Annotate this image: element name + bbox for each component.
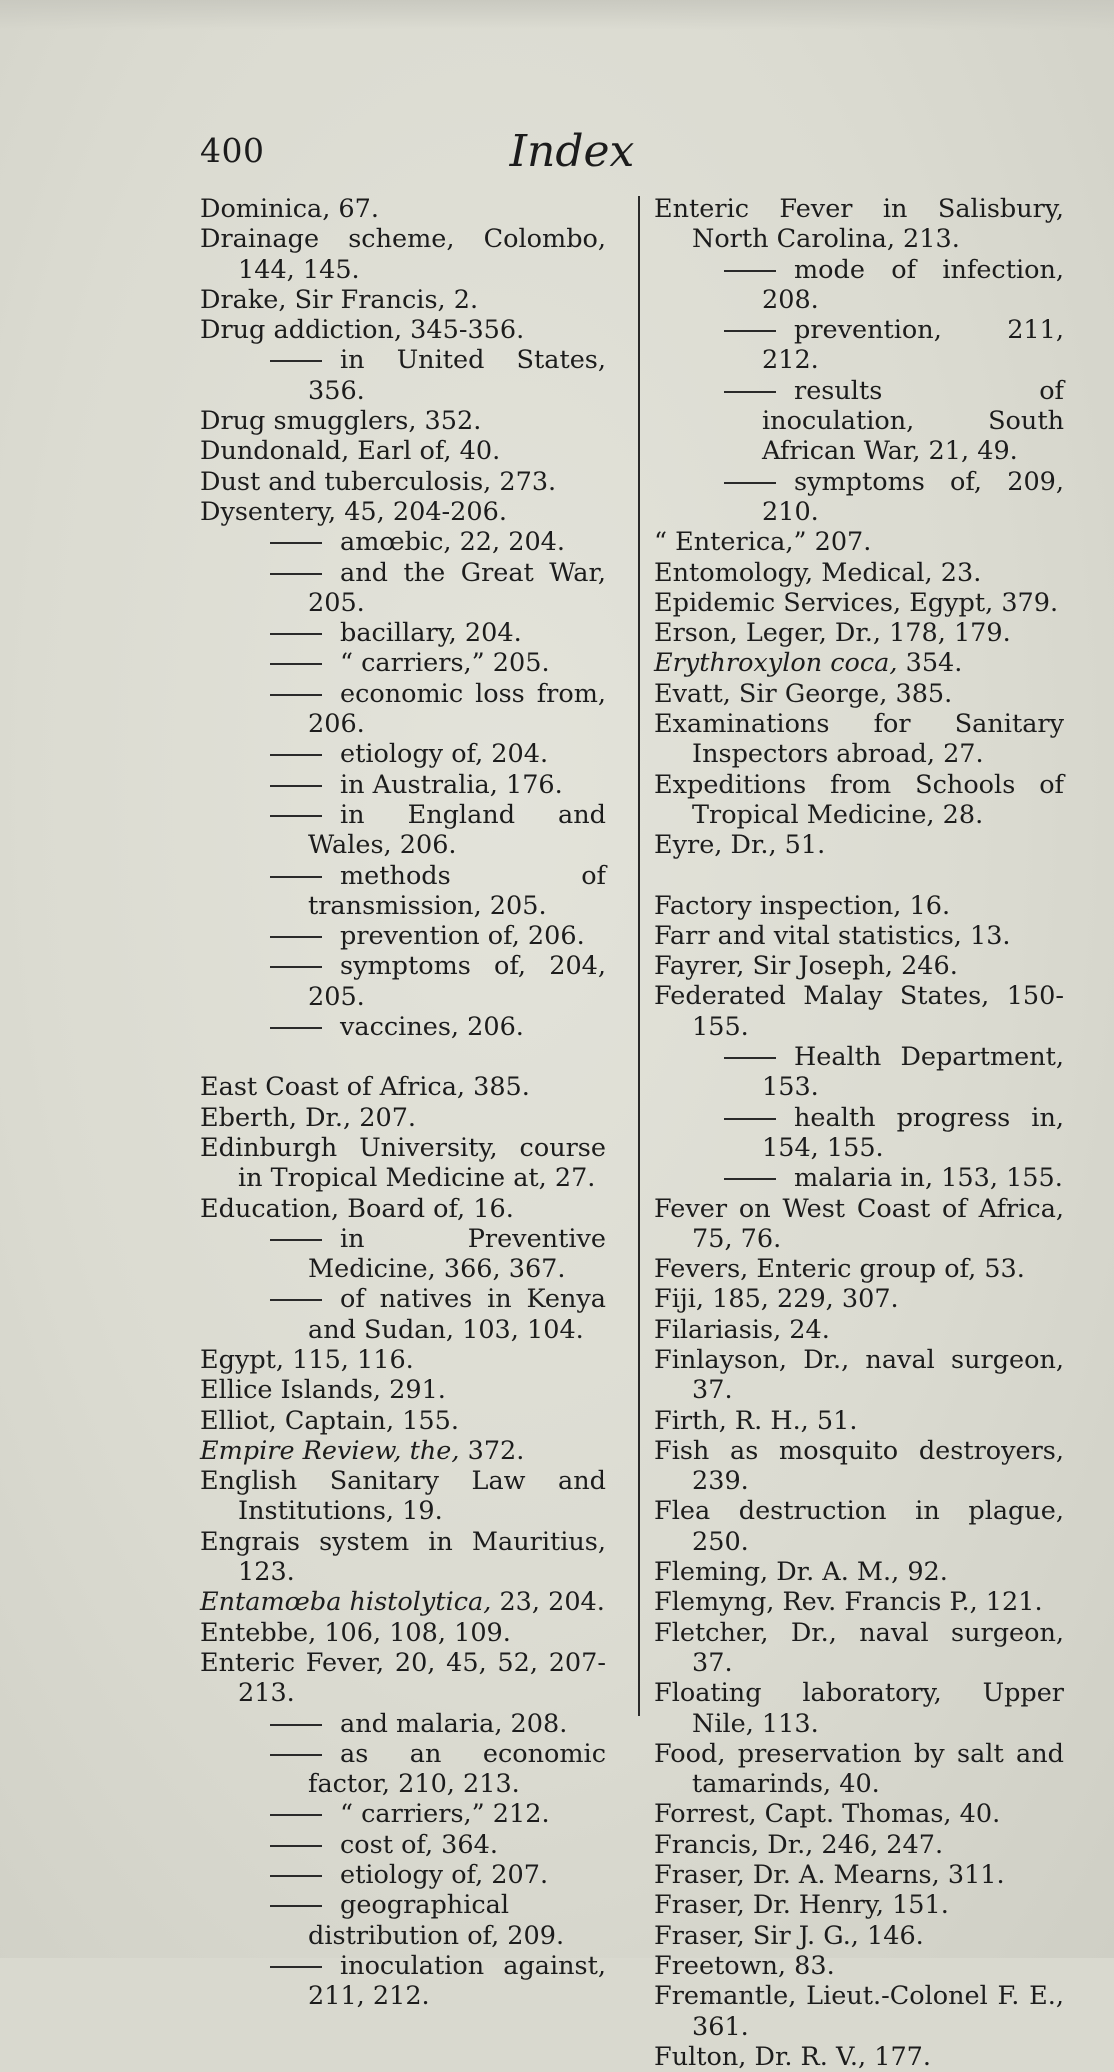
entry-text: Elliot, Captain, 155. bbox=[200, 1405, 459, 1436]
index-subentry bbox=[200, 618, 606, 648]
index-column-left bbox=[200, 194, 606, 2012]
index-entry bbox=[654, 1951, 1064, 1981]
index-entry bbox=[200, 194, 606, 224]
ditto-dash bbox=[270, 754, 322, 756]
entry-text: Ellice Islands, 291. bbox=[200, 1375, 446, 1406]
entry-text: etiology of, 204. bbox=[340, 739, 549, 770]
running-head-title: Index bbox=[509, 126, 635, 177]
entry-text: English Sanitary Law and Institutions, 19. bbox=[200, 1466, 606, 1527]
ditto-dash bbox=[270, 1724, 322, 1726]
page-number: 400 bbox=[200, 131, 265, 170]
index-entry bbox=[654, 891, 1064, 921]
entry-text: cost of, 364. bbox=[340, 1829, 498, 1860]
index-entry bbox=[654, 709, 1064, 770]
index-subentry bbox=[200, 1709, 606, 1739]
ditto-dash bbox=[270, 876, 322, 878]
entry-text: in Australia, 176. bbox=[340, 769, 563, 800]
index-subentry bbox=[200, 1224, 606, 1285]
entry-text: Dysentery, 45, 204-206. bbox=[200, 496, 507, 527]
entry-text: in United States, 356. bbox=[308, 345, 606, 406]
entry-text: vaccines, 206. bbox=[340, 1012, 524, 1043]
entry-text: Drake, Sir Francis, 2. bbox=[200, 284, 479, 315]
entry-text: Fletcher, Dr., naval surgeon, 37. bbox=[654, 1617, 1064, 1678]
index-entry bbox=[200, 1436, 606, 1466]
index-subentry bbox=[654, 1163, 1064, 1193]
column-divider bbox=[638, 196, 640, 1716]
ditto-dash bbox=[270, 966, 322, 968]
entry-text: Filariasis, 24. bbox=[654, 1314, 830, 1345]
index-subentry bbox=[654, 376, 1064, 467]
index-entry bbox=[654, 1799, 1064, 1829]
page-refs: 23, 204. bbox=[491, 1587, 605, 1618]
ditto-dash bbox=[724, 482, 776, 484]
entry-text: Fevers, Enteric group of, 53. bbox=[654, 1254, 1025, 1285]
entry-text: prevention, 211, 212. bbox=[762, 315, 1064, 376]
index-entry bbox=[654, 194, 1064, 255]
entry-text: Fever on West Coast of Africa, 75, 76. bbox=[654, 1193, 1064, 1254]
ditto-dash bbox=[270, 1905, 322, 1907]
entry-text: Fraser, Sir J. G., 146. bbox=[654, 1920, 924, 1951]
ditto-dash bbox=[270, 360, 322, 362]
ditto-dash bbox=[724, 270, 776, 272]
index-entry bbox=[654, 981, 1064, 1042]
index-subentry bbox=[200, 770, 606, 800]
index-subentry bbox=[654, 467, 1064, 528]
index-entry bbox=[654, 1345, 1064, 1406]
italic-term: Entamœba histolytica, bbox=[200, 1587, 492, 1618]
index-subentry bbox=[200, 1284, 606, 1345]
entry-text: Finlayson, Dr., naval surgeon, 37. bbox=[654, 1344, 1064, 1406]
ditto-dash bbox=[724, 1118, 776, 1120]
index-entry bbox=[654, 1830, 1064, 1860]
entry-text: Evatt, Sir George, 385. bbox=[654, 678, 953, 709]
entry-text: Epidemic Services, Egypt, 379. bbox=[654, 587, 1059, 618]
index-entry bbox=[654, 1315, 1064, 1345]
entry-text: Dust and tuberculosis, 273. bbox=[200, 466, 557, 497]
entry-text: “ carriers,” 212. bbox=[340, 1799, 550, 1830]
index-subentry bbox=[654, 255, 1064, 316]
entry-text: symptoms of, 209, 210. bbox=[762, 466, 1064, 527]
entry-text: Expeditions from Schools of Tropical Medicine, 28. bbox=[654, 769, 1064, 830]
index-subentry bbox=[200, 861, 606, 922]
entry-text: symptoms of, 204, 205. bbox=[308, 951, 606, 1012]
entry-text: “ carriers,” 205. bbox=[340, 648, 550, 679]
page-edge-shadow bbox=[0, 0, 1114, 30]
entry-text: Engrais system in Mauritius, 123. bbox=[200, 1526, 606, 1588]
index-entry bbox=[200, 467, 606, 497]
index-subentry bbox=[200, 1860, 606, 1890]
entry-text: Flemyng, Rev. Francis P., 121. bbox=[654, 1587, 1043, 1618]
index-entry bbox=[654, 1678, 1064, 1739]
entry-text: Fayrer, Sir Joseph, 246. bbox=[654, 951, 958, 982]
index-entry bbox=[654, 588, 1064, 618]
ditto-dash bbox=[270, 542, 322, 544]
index-entry bbox=[654, 1406, 1064, 1436]
index-subentry bbox=[200, 679, 606, 740]
index-entry bbox=[200, 436, 606, 466]
italic-term: Erythroxylon coca, bbox=[654, 648, 898, 679]
index-subentry bbox=[200, 1739, 606, 1800]
entry-text: Education, Board of, 16. bbox=[200, 1193, 514, 1224]
index-entry bbox=[200, 1618, 606, 1648]
index-entry bbox=[654, 648, 1064, 678]
index-entry bbox=[654, 1194, 1064, 1255]
entry-text: Entebbe, 106, 108, 109. bbox=[200, 1617, 511, 1648]
index-entry bbox=[200, 315, 606, 345]
index-entry bbox=[654, 1981, 1064, 2042]
entry-text: Drug smugglers, 352. bbox=[200, 406, 482, 437]
entry-text: Dominica, 67. bbox=[200, 194, 379, 224]
ditto-dash bbox=[724, 1057, 776, 1059]
entry-text: in Preventive Medicine, 366, 367. bbox=[308, 1223, 606, 1285]
entry-text: Farr and vital statistics, 13. bbox=[654, 920, 1011, 951]
entry-text: East Coast of Africa, 385. bbox=[200, 1072, 530, 1103]
index-entry bbox=[200, 1103, 606, 1133]
index-entry bbox=[654, 679, 1064, 709]
index-entry bbox=[200, 285, 606, 315]
section-gap bbox=[654, 861, 1064, 891]
entry-text: Floating laboratory, Upper Nile, 113. bbox=[654, 1678, 1064, 1739]
entry-text: Drainage scheme, Colombo, 144, 145. bbox=[200, 224, 606, 285]
entry-text: Eyre, Dr., 51. bbox=[654, 830, 826, 861]
index-entry bbox=[200, 1072, 606, 1102]
index-entry bbox=[654, 558, 1064, 588]
index-entry bbox=[654, 1496, 1064, 1557]
index-entry bbox=[200, 1345, 606, 1375]
entry-text: of natives in Kenya and Sudan, 103, 104. bbox=[308, 1284, 606, 1345]
ditto-dash bbox=[270, 936, 322, 938]
entry-text: Forrest, Capt. Thomas, 40. bbox=[654, 1799, 1001, 1830]
entry-text: Health Department, 153. bbox=[762, 1042, 1064, 1103]
ditto-dash bbox=[724, 330, 776, 332]
entry-text: in England and Wales, 206. bbox=[308, 799, 606, 861]
index-subentry bbox=[200, 558, 606, 619]
entry-text: Factory inspection, 16. bbox=[654, 890, 951, 921]
entry-text: mode of infection, 208. bbox=[762, 254, 1064, 315]
index-entry bbox=[654, 770, 1064, 831]
entry-text: Examinations for Sanitary Inspectors abroad, 27. bbox=[654, 709, 1064, 770]
ditto-dash bbox=[270, 815, 322, 817]
index-subentry bbox=[200, 1012, 606, 1042]
entry-text: Fulton, Dr. R. V., 177. bbox=[654, 2041, 932, 2072]
page-refs: 354. bbox=[897, 648, 963, 679]
index-entry bbox=[200, 1194, 606, 1224]
entry-text: results of inoculation, South African War, 21, 49. bbox=[762, 375, 1064, 467]
index-entry bbox=[200, 224, 606, 285]
page-refs: 372. bbox=[459, 1435, 525, 1466]
ditto-dash bbox=[270, 663, 322, 665]
index-subentry bbox=[200, 800, 606, 861]
ditto-dash bbox=[270, 1027, 322, 1029]
index-subentry bbox=[200, 739, 606, 769]
entry-text: Egypt, 115, 116. bbox=[200, 1344, 414, 1375]
index-entry bbox=[654, 830, 1064, 860]
index-entry bbox=[654, 1284, 1064, 1314]
entry-text: etiology of, 207. bbox=[340, 1860, 549, 1891]
index-subentry bbox=[654, 315, 1064, 376]
ditto-dash bbox=[270, 1814, 322, 1816]
index-subentry bbox=[200, 1799, 606, 1829]
index-subentry bbox=[200, 345, 606, 406]
entry-text: Fleming, Dr. A. M., 92. bbox=[654, 1557, 948, 1588]
entry-text: and the Great War, 205. bbox=[308, 557, 606, 618]
ditto-dash bbox=[270, 1299, 322, 1301]
entry-text: Edinburgh University, course in Tropical Medicine at, 27. bbox=[200, 1132, 606, 1194]
index-entry bbox=[654, 1557, 1064, 1587]
entry-text: health progress in, 154, 155. bbox=[762, 1102, 1064, 1163]
index-entry bbox=[200, 497, 606, 527]
entry-text: geographical distribution of, 209. bbox=[308, 1890, 565, 1951]
entry-text: “ Enterica,” 207. bbox=[654, 527, 872, 558]
index-entry bbox=[200, 1133, 606, 1194]
entry-text: economic loss from, 206. bbox=[308, 678, 606, 740]
entry-text: amœbic, 22, 204. bbox=[340, 527, 566, 558]
entry-text: Freetown, 83. bbox=[654, 1950, 835, 1981]
index-entry bbox=[654, 1436, 1064, 1497]
entry-text: Eberth, Dr., 207. bbox=[200, 1102, 417, 1133]
index-entry bbox=[654, 1587, 1064, 1617]
index-subentry bbox=[200, 1951, 606, 2012]
index-entry bbox=[200, 1375, 606, 1405]
index-subentry bbox=[200, 1890, 606, 1951]
entry-text: Drug addiction, 345-356. bbox=[200, 315, 525, 346]
ditto-dash bbox=[724, 1178, 776, 1180]
entry-text: Food, preservation by salt and tamarinds, 40. bbox=[654, 1738, 1064, 1800]
index-entry bbox=[654, 527, 1064, 557]
ditto-dash bbox=[270, 1239, 322, 1241]
index-entry bbox=[654, 1618, 1064, 1679]
entry-text: Fraser, Dr. A. Mearns, 311. bbox=[654, 1860, 1005, 1891]
entry-text: as an economic factor, 210, 213. bbox=[308, 1738, 606, 1800]
ditto-dash bbox=[270, 1875, 322, 1877]
entry-text: inoculation against, 211, 212. bbox=[308, 1950, 606, 2012]
index-entry bbox=[654, 1739, 1064, 1800]
index-subentry bbox=[200, 1830, 606, 1860]
entry-text: Enteric Fever in Salisbury, North Carolina, 213. bbox=[654, 194, 1064, 255]
index-entry bbox=[654, 921, 1064, 951]
index-entry bbox=[200, 1587, 606, 1617]
entry-text: Fiji, 185, 229, 307. bbox=[654, 1284, 899, 1315]
index-entry bbox=[200, 1466, 606, 1527]
entry-text: Dundonald, Earl of, 40. bbox=[200, 436, 501, 467]
entry-text: Erson, Leger, Dr., 178, 179. bbox=[654, 618, 1011, 649]
index-subentry bbox=[654, 1103, 1064, 1164]
entry-text: Federated Malay States, 150-155. bbox=[654, 981, 1064, 1042]
index-subentry bbox=[200, 648, 606, 678]
index-column-right bbox=[654, 194, 1064, 2072]
index-entry bbox=[654, 1860, 1064, 1890]
index-subentry bbox=[200, 921, 606, 951]
entry-text: Fremantle, Lieut.-Colonel F. E., 361. bbox=[654, 1981, 1064, 2042]
ditto-dash bbox=[270, 1754, 322, 1756]
entry-text: methods of transmission, 205. bbox=[308, 860, 606, 921]
index-entry bbox=[200, 1406, 606, 1436]
entry-text: bacillary, 204. bbox=[340, 618, 522, 649]
entry-text: Firth, R. H., 51. bbox=[654, 1405, 858, 1436]
index-entry bbox=[654, 1890, 1064, 1920]
ditto-dash bbox=[270, 633, 322, 635]
entry-text: Fish as mosquito destroyers, 239. bbox=[654, 1435, 1064, 1497]
ditto-dash bbox=[270, 1966, 322, 1968]
ditto-dash bbox=[270, 694, 322, 696]
italic-term: Empire Review, the, bbox=[200, 1435, 460, 1466]
entry-text: Flea destruction in plague, 250. bbox=[654, 1496, 1064, 1557]
ditto-dash bbox=[270, 785, 322, 787]
index-entry bbox=[654, 1921, 1064, 1951]
index-entry bbox=[200, 1527, 606, 1588]
index-subentry bbox=[200, 951, 606, 1012]
entry-text: Enteric Fever, 20, 45, 52, 207-213. bbox=[200, 1647, 606, 1709]
index-entry bbox=[654, 618, 1064, 648]
ditto-dash bbox=[270, 1845, 322, 1847]
entry-text: prevention of, 206. bbox=[340, 921, 585, 952]
index-entry bbox=[654, 951, 1064, 981]
section-gap bbox=[200, 1042, 606, 1072]
index-entry bbox=[654, 1254, 1064, 1284]
index-entry bbox=[200, 406, 606, 436]
index-entry bbox=[654, 2042, 1064, 2072]
entry-text: and malaria, 208. bbox=[340, 1708, 568, 1739]
entry-text: Fraser, Dr. Henry, 151. bbox=[654, 1890, 949, 1921]
index-subentry bbox=[654, 1042, 1064, 1103]
ditto-dash bbox=[270, 573, 322, 575]
entry-text: Entomology, Medical, 23. bbox=[654, 557, 982, 588]
entry-text: malaria in, 153, 155. bbox=[794, 1163, 1063, 1194]
index-entry bbox=[200, 1648, 606, 1709]
ditto-dash bbox=[724, 391, 776, 393]
index-subentry bbox=[200, 527, 606, 557]
entry-text: Francis, Dr., 246, 247. bbox=[654, 1829, 944, 1860]
